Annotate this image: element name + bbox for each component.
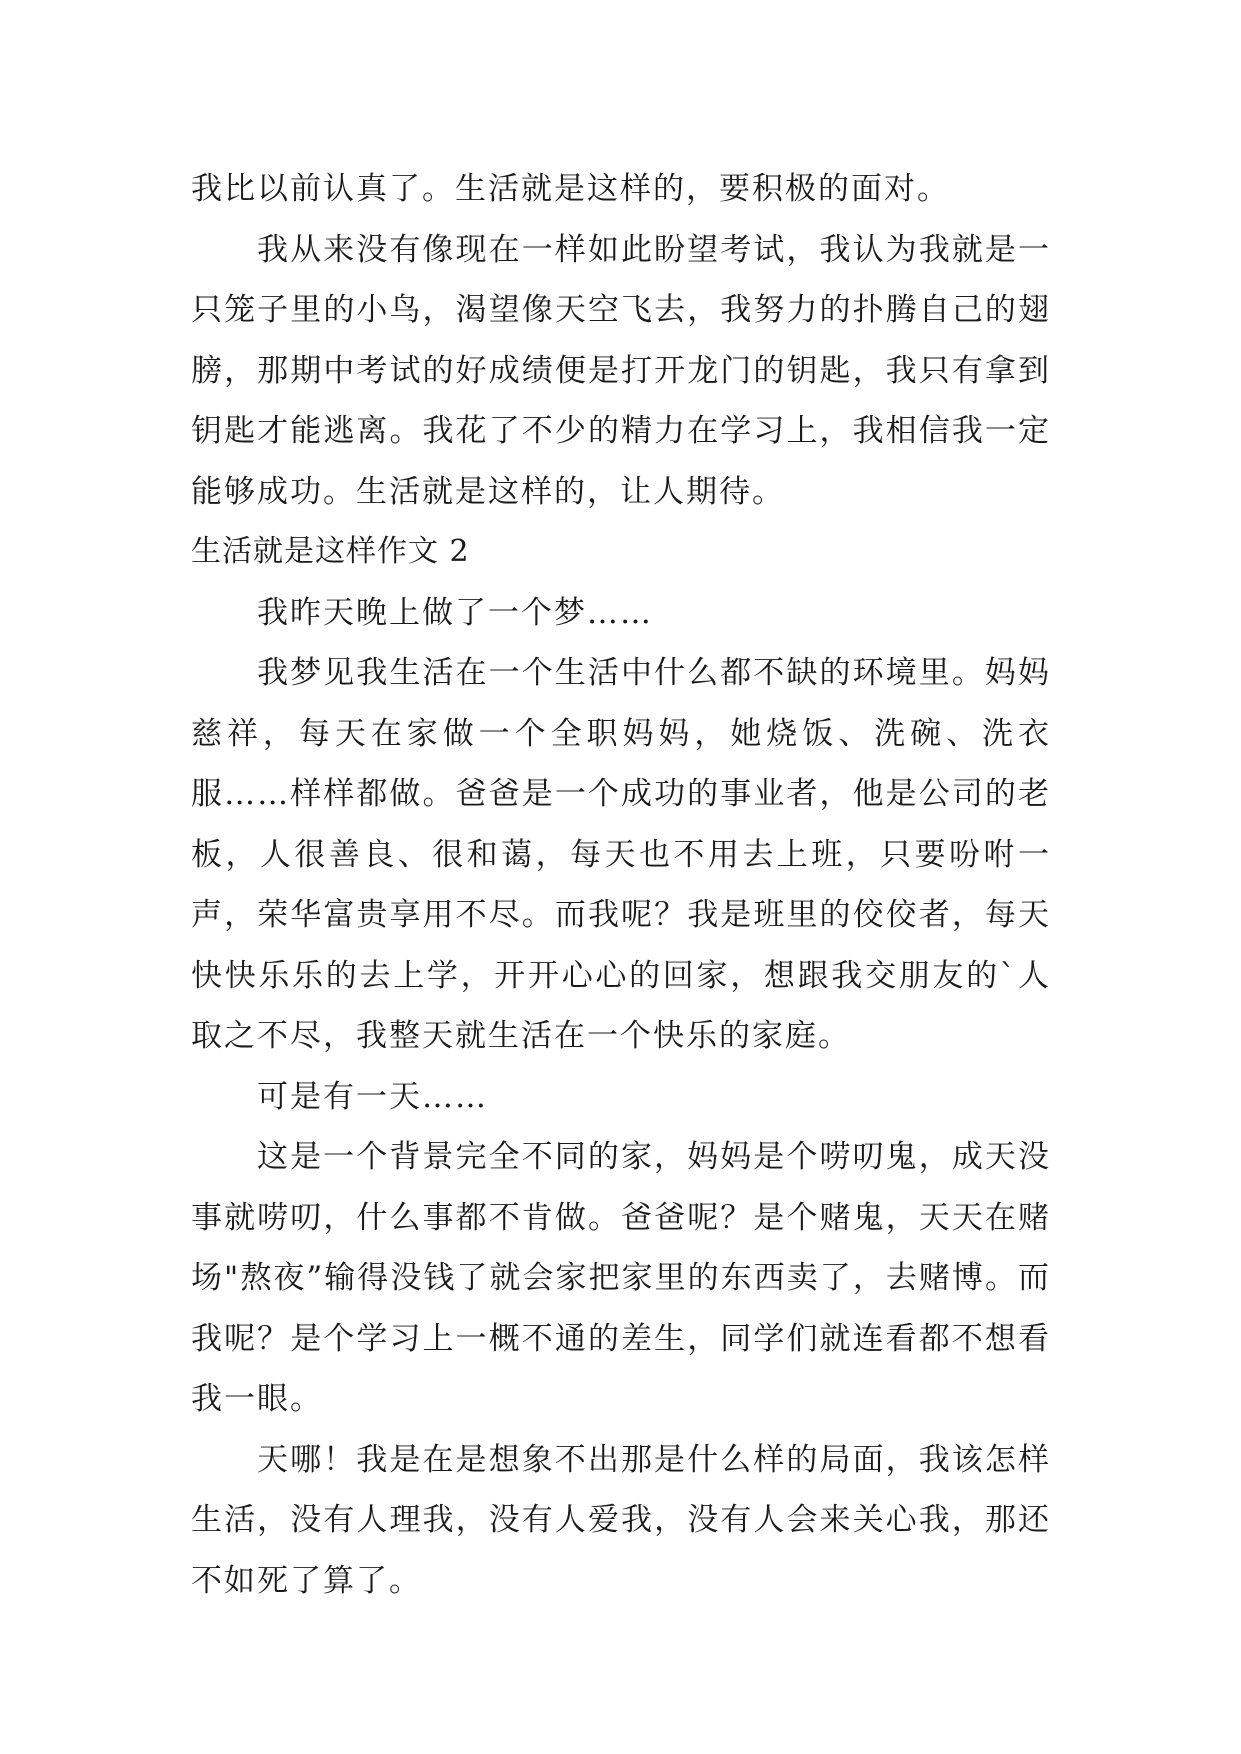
paragraph-6: 这是一个背景完全不同的家，妈妈是个唠叨鬼，成天没事就唠叨，什么事都不肯做。爸爸呢？是个赌鬼，天天在赌场"熬夜”输得没钱了就会家把家里的东西卖了，去赌博。而我呢？是个学习上一概不通的差生，同学们就连看都不想看我一眼。 xyxy=(191,1139,1051,1417)
paragraph-1: 我比以前认真了。生活就是这样的，要积极的面对。 xyxy=(191,171,950,207)
document-body xyxy=(191,159,1051,1611)
paragraph-3: 我昨天晚上做了一个梦…… xyxy=(257,594,653,631)
paragraph-4: 我梦见我生活在一个生活中什么都不缺的环境里。妈妈慈祥，每天在家做一个全职妈妈，她烧饭、洗碗、洗衣服……样样都做。爸爸是一个成功的事业者，他是公司的老板，人很善良、很和蔼，每天也不用去上班，只要吩咐一声，荣华富贵享用不尽。而我呢？我是班里的佼佼者，每天快快乐乐的去上学，开开心心的回家，想跟我交朋友的`人取之不尽，我整天就生活在一个快乐的家庭。 xyxy=(191,655,1051,1054)
paragraph-7: 天哪！我是在是想象不出那是什么样的局面，我该怎样生活，没有人理我，没有人爱我，没有人会来关心我，那还不如死了算了。 xyxy=(191,1441,1051,1599)
paragraph-2: 我从来没有像现在一样如此盼望考试，我认为我就是一只笼子里的小鸟，渴望像天空飞去，我努力的扑腾自己的翅膀，那期中考试的好成绩便是打开龙门的钥匙，我只有拿到钥匙才能逃离。我花了不少的精力在学习上，我相信我一定能够成功。生活就是这样的，让人期待。 xyxy=(191,231,1051,510)
section-heading: 生活就是这样作文 2 xyxy=(191,534,470,569)
paragraph-5: 可是有一天…… xyxy=(257,1078,488,1115)
